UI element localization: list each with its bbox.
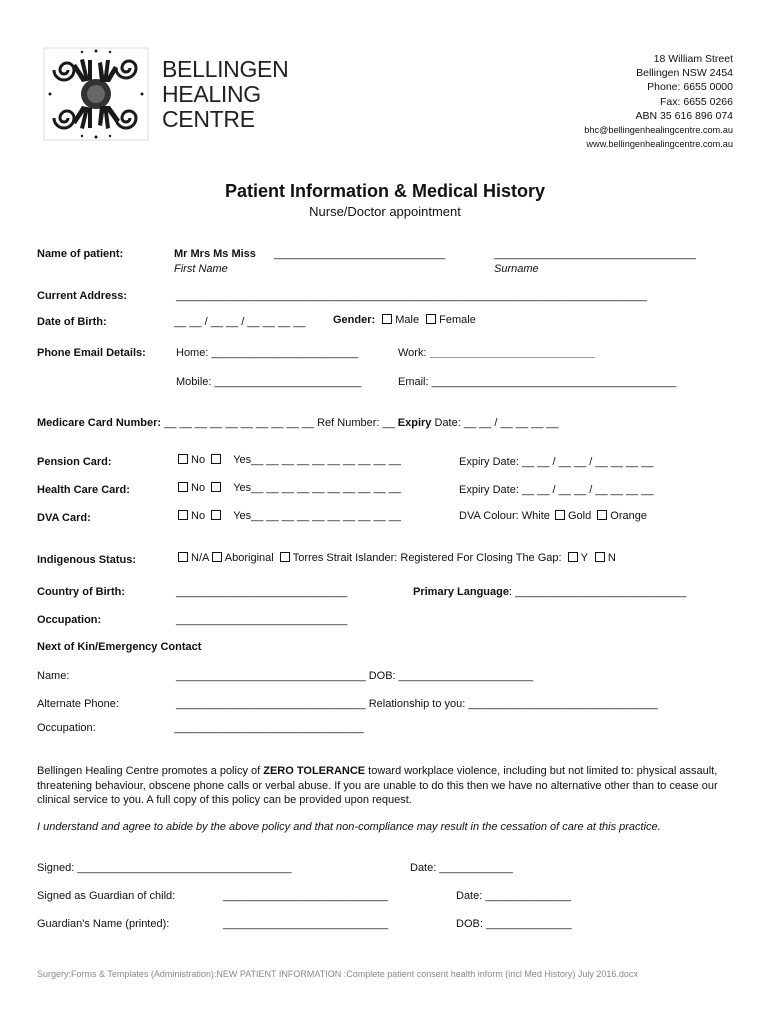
- dva-number-field[interactable]: Yes__ __ __ __ __ __ __ __ __ __: [233, 510, 401, 522]
- indigenous-options: [178, 552, 616, 564]
- kin-heading: Next of Kin/Emergency Contact: [37, 641, 202, 653]
- kin-name-label: Name:: [37, 670, 70, 682]
- email-field[interactable]: Email: ________________________________________: [398, 376, 677, 388]
- dva-colour-group: [459, 510, 647, 522]
- tsi-label: Torres Strait Islander: Registered For Closing The Gap:: [292, 552, 562, 564]
- kin-occupation-field[interactable]: _______________________________: [174, 722, 364, 734]
- address-abn: ABN 35 616 896 074: [635, 109, 733, 122]
- kin-alt-phone-field[interactable]: _______________________________ Relationship to you: _______________________________: [176, 698, 659, 710]
- work-phone-field[interactable]: [398, 347, 595, 359]
- address-label: Current Address:: [37, 290, 128, 302]
- gender-group: [333, 314, 476, 326]
- female-label: Female: [439, 314, 476, 326]
- medicare-ref-field[interactable]: Ref Number: __: [317, 417, 395, 429]
- phone-label: Phone Email Details:: [37, 347, 146, 359]
- ctg-no-checkbox[interactable]: [595, 552, 605, 562]
- pension-expiry-field[interactable]: Expiry Date: __ __ / __ __ / __ __ __ __: [459, 456, 654, 468]
- kin-occupation-label: Occupation:: [37, 722, 96, 734]
- guardian-date-field[interactable]: Date: ______________: [456, 890, 571, 902]
- first-name-field[interactable]: ____________________________: [274, 248, 446, 260]
- dva-gold-checkbox[interactable]: [597, 510, 607, 520]
- healthcare-no-label: No: [191, 482, 206, 494]
- male-checkbox[interactable]: [382, 314, 392, 324]
- logo-icon: [42, 46, 150, 142]
- dob-field[interactable]: __ __ / __ __ / __ __ __ __: [174, 316, 306, 328]
- dva-label: DVA Card:: [37, 512, 91, 524]
- dva-gold-label: Gold: [567, 510, 592, 522]
- home-phone-field[interactable]: Home: ________________________: [176, 347, 359, 359]
- country-label: Country of Birth:: [37, 586, 125, 598]
- policy-paragraph: Bellingen Healing Centre promotes a policy of ZERO TOLERANCE toward workplace violence, including but not limited to: physical assault, threatening behaviour, obscene phone calls or verbal abuse. If you are unable to do this then we have no alternative other than to cease our clinical service to you. A full copy of this policy can be provided upon request.: [37, 765, 718, 806]
- male-label: Male: [395, 314, 420, 326]
- dva-no-label: No: [191, 510, 206, 522]
- dva-no-checkbox[interactable]: [178, 510, 188, 520]
- mobile-field[interactable]: Mobile: ________________________: [176, 376, 362, 388]
- pension-label: Pension Card:: [37, 456, 112, 468]
- zero-tolerance-text: ZERO TOLERANCE: [263, 765, 366, 777]
- language-group: [413, 586, 686, 598]
- pension-options: [178, 454, 401, 466]
- guardian-signature-field[interactable]: ___________________________: [223, 890, 389, 902]
- healthcare-no-checkbox[interactable]: [178, 482, 188, 492]
- name-label: Name of patient:: [37, 248, 124, 260]
- address-block: [584, 52, 733, 151]
- address-email: bhc@bellingenhealingcentre.com.au: [584, 125, 733, 136]
- gender-label: Gender:: [333, 314, 376, 326]
- guardian-name-label: Guardian's Name (printed):: [37, 918, 170, 930]
- indigenous-na-label: N/A: [191, 552, 209, 564]
- kin-name-dob-field[interactable]: _______________________________ DOB: ______________________: [176, 670, 534, 682]
- guardian-dob-field[interactable]: DOB: ______________: [456, 918, 572, 930]
- address-street: 18 William Street: [653, 53, 733, 65]
- surname-caption: Surname: [494, 263, 539, 275]
- medicare-expiry-field[interactable]: Date: __ __ / __ __ __ __: [434, 417, 559, 429]
- ctg-no-label: N: [607, 552, 616, 564]
- aboriginal-label: Aboriginal: [224, 552, 274, 564]
- page-title: Patient Information & Medical History: [224, 181, 546, 201]
- work-label: Work:: [398, 347, 427, 359]
- signed-field[interactable]: Signed: ___________________________________: [37, 862, 292, 874]
- name-titles: Mr Mrs Ms Miss: [174, 248, 256, 260]
- page-subtitle: Nurse/Doctor appointment: [309, 204, 461, 219]
- pension-yes-checkbox[interactable]: [211, 454, 221, 464]
- healthcare-label: Health Care Card:: [37, 484, 130, 496]
- guardian-label: Signed as Guardian of child:: [37, 890, 176, 902]
- pension-no-label: No: [191, 454, 206, 466]
- dva-orange-label: Orange: [610, 510, 647, 522]
- guardian-name-field[interactable]: ___________________________: [223, 918, 389, 930]
- tsi-checkbox[interactable]: [280, 552, 290, 562]
- address-town: Bellingen NSW 2454: [636, 67, 733, 80]
- address-web: www.bellingenhealingcentre.com.au: [586, 139, 733, 150]
- country-field[interactable]: ____________________________: [176, 586, 348, 598]
- address-fax: Fax: 6655 0266: [660, 95, 733, 108]
- dva-options: [178, 510, 401, 522]
- medicare-label: Medicare Card Number:: [37, 417, 162, 429]
- indigenous-label: Indigenous Status:: [37, 554, 136, 566]
- aboriginal-checkbox[interactable]: [212, 552, 222, 562]
- occupation-label: Occupation:: [37, 614, 102, 626]
- healthcare-number-field[interactable]: Yes__ __ __ __ __ __ __ __ __ __: [233, 482, 401, 494]
- address-field[interactable]: _____________________________________________________________________________: [176, 290, 648, 302]
- first-name-caption: First Name: [174, 263, 228, 275]
- ctg-yes-checkbox[interactable]: [568, 552, 578, 562]
- medicare-row: [37, 417, 559, 429]
- language-field[interactable]: : ____________________________: [508, 586, 687, 598]
- agreement-paragraph: I understand and agree to abide by the above policy and that non-compliance may result in the cessation of care at this practice.: [37, 821, 661, 833]
- occupation-field[interactable]: ____________________________: [176, 614, 348, 626]
- dva-white-checkbox[interactable]: [555, 510, 565, 520]
- document-footer: Surgery:Forms & Templates (Administration):NEW PATIENT INFORMATION :Complete patient consent health inform (incl Med History) July 2016.docx: [37, 969, 638, 979]
- org-name-line1: BELLINGEN: [162, 56, 289, 82]
- address-phone: Phone: 6655 0000: [647, 81, 733, 94]
- org-name-line3: CENTRE: [162, 106, 255, 132]
- healthcare-yes-checkbox[interactable]: [211, 482, 221, 492]
- indigenous-na-checkbox[interactable]: [178, 552, 188, 562]
- kin-alt-phone-label: Alternate Phone:: [37, 698, 119, 710]
- dva-colour-white-label: DVA Colour: White: [459, 510, 550, 522]
- org-name-line2: HEALING: [162, 81, 261, 107]
- dob-label: Date of Birth:: [37, 316, 107, 328]
- dva-yes-checkbox[interactable]: [211, 510, 221, 520]
- ctg-yes-label: Y: [580, 552, 588, 564]
- work-line: ___________________________: [429, 347, 595, 359]
- healthcare-options: [178, 482, 401, 494]
- pension-no-checkbox[interactable]: [178, 454, 188, 464]
- surname-field[interactable]: _________________________________: [494, 248, 696, 260]
- pension-number-field[interactable]: Yes__ __ __ __ __ __ __ __ __ __: [233, 454, 401, 466]
- healthcare-expiry-field[interactable]: Expiry Date: __ __ / __ __ / __ __ __ __: [459, 484, 654, 496]
- medicare-expiry-label: Expiry: [397, 417, 432, 429]
- medicare-number-field[interactable]: __ __ __ __ __ __ __ __ __ __: [164, 417, 315, 429]
- language-label: Primary Language: [413, 586, 509, 598]
- signed-date-field[interactable]: Date: ____________: [410, 862, 513, 874]
- female-checkbox[interactable]: [426, 314, 436, 324]
